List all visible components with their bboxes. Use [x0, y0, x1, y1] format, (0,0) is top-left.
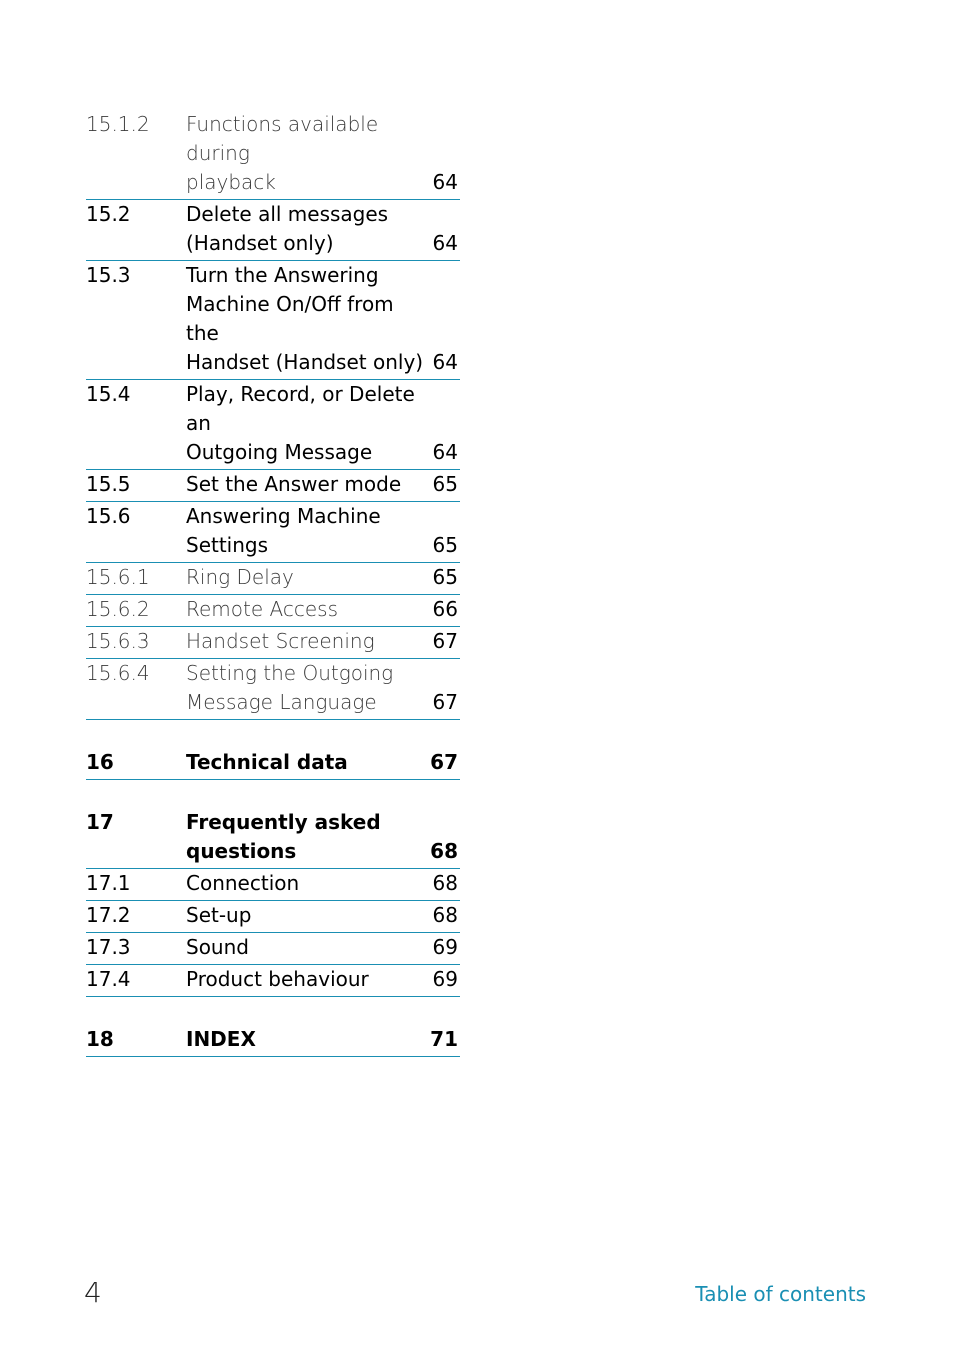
- toc-entry[interactable]: [86, 595, 460, 627]
- table-of-contents: [86, 110, 460, 1057]
- section-label: Table of contents: [695, 1282, 866, 1306]
- toc-entry-title: Functions available during playback: [186, 112, 379, 194]
- toc-entry-number: 17.2: [86, 903, 131, 927]
- toc-entry[interactable]: [86, 200, 460, 261]
- toc-entry[interactable]: [86, 965, 460, 997]
- toc-entry-title: Connection: [186, 871, 300, 895]
- toc-entry-number: 15.6.3: [86, 629, 150, 653]
- toc-entry-page: 65: [432, 565, 458, 589]
- toc-entry[interactable]: [86, 470, 460, 502]
- toc-entry-page: 64: [432, 231, 458, 255]
- toc-entry[interactable]: [86, 563, 460, 595]
- toc-entry[interactable]: [86, 502, 460, 563]
- toc-entry[interactable]: [86, 110, 460, 200]
- toc-entry-page: 71: [430, 1027, 458, 1051]
- toc-entry-title: Delete all messages (Handset only): [186, 202, 389, 255]
- toc-entry[interactable]: [86, 901, 460, 933]
- toc-entry-title: Handset Screening: [186, 629, 375, 653]
- toc-entry-title: Ring Delay: [186, 565, 294, 589]
- toc-entry-page: 68: [432, 871, 458, 895]
- toc-entry-number: 15.5: [86, 472, 131, 496]
- toc-entry-title: Technical data: [186, 750, 348, 774]
- toc-chapter-entry[interactable]: [86, 1025, 460, 1057]
- toc-entry-page: 67: [432, 629, 458, 653]
- toc-entry-page: 69: [432, 967, 458, 991]
- toc-entry-page: 66: [432, 597, 458, 621]
- toc-entry-title: Play, Record, or Delete an Outgoing Message: [186, 382, 415, 464]
- toc-entry-page: 64: [432, 170, 458, 194]
- toc-entry-title: Frequently asked questions: [186, 810, 381, 863]
- toc-entry-page: 69: [432, 935, 458, 959]
- toc-entry-number: 15.1.2: [86, 112, 150, 136]
- toc-entry[interactable]: [86, 933, 460, 965]
- toc-chapter-entry[interactable]: [86, 748, 460, 780]
- toc-entry-title: Set the Answer mode: [186, 472, 402, 496]
- toc-entry[interactable]: [86, 380, 460, 470]
- toc-entry-number: 15.4: [86, 382, 131, 406]
- toc-entry-title: Setting the Outgoing Message Language: [186, 661, 394, 714]
- toc-entry-page: 68: [430, 839, 458, 863]
- toc-entry-number: 17: [86, 810, 114, 834]
- toc-entry-page: 64: [432, 440, 458, 464]
- page-number: 4: [84, 1276, 102, 1309]
- toc-entry[interactable]: [86, 869, 460, 901]
- toc-entry-number: 15.3: [86, 263, 131, 287]
- toc-entry-page: 67: [432, 690, 458, 714]
- toc-entry-number: 16: [86, 750, 114, 774]
- toc-entry-title: Remote Access: [186, 597, 338, 621]
- toc-entry-page: 67: [430, 750, 458, 774]
- toc-entry-number: 17.3: [86, 935, 131, 959]
- toc-entry-number: 15.6.4: [86, 661, 150, 685]
- toc-entry-title: INDEX: [186, 1027, 256, 1051]
- toc-entry-page: 64: [432, 350, 458, 374]
- toc-entry-title: Product behaviour: [186, 967, 369, 991]
- toc-entry-title: Answering Machine Settings: [186, 504, 381, 557]
- toc-entry-page: 65: [432, 472, 458, 496]
- toc-entry[interactable]: [86, 261, 460, 380]
- toc-entry-title: Sound: [186, 935, 249, 959]
- toc-entry-number: 15.6.1: [86, 565, 150, 589]
- toc-entry[interactable]: [86, 659, 460, 720]
- toc-entry-number: 15.2: [86, 202, 131, 226]
- toc-entry-number: 17.1: [86, 871, 131, 895]
- toc-entry-number: 17.4: [86, 967, 131, 991]
- toc-chapter-entry[interactable]: [86, 808, 460, 869]
- toc-entry-page: 68: [432, 903, 458, 927]
- toc-entry-number: 15.6.2: [86, 597, 150, 621]
- toc-entry-number: 15.6: [86, 504, 131, 528]
- toc-entry-title: Turn the Answering Machine On/Off from the Handset (Handset only): [186, 263, 424, 374]
- toc-entry-title: Set-up: [186, 903, 252, 927]
- toc-entry[interactable]: [86, 627, 460, 659]
- toc-entry-number: 18: [86, 1027, 114, 1051]
- toc-entry-page: 65: [432, 533, 458, 557]
